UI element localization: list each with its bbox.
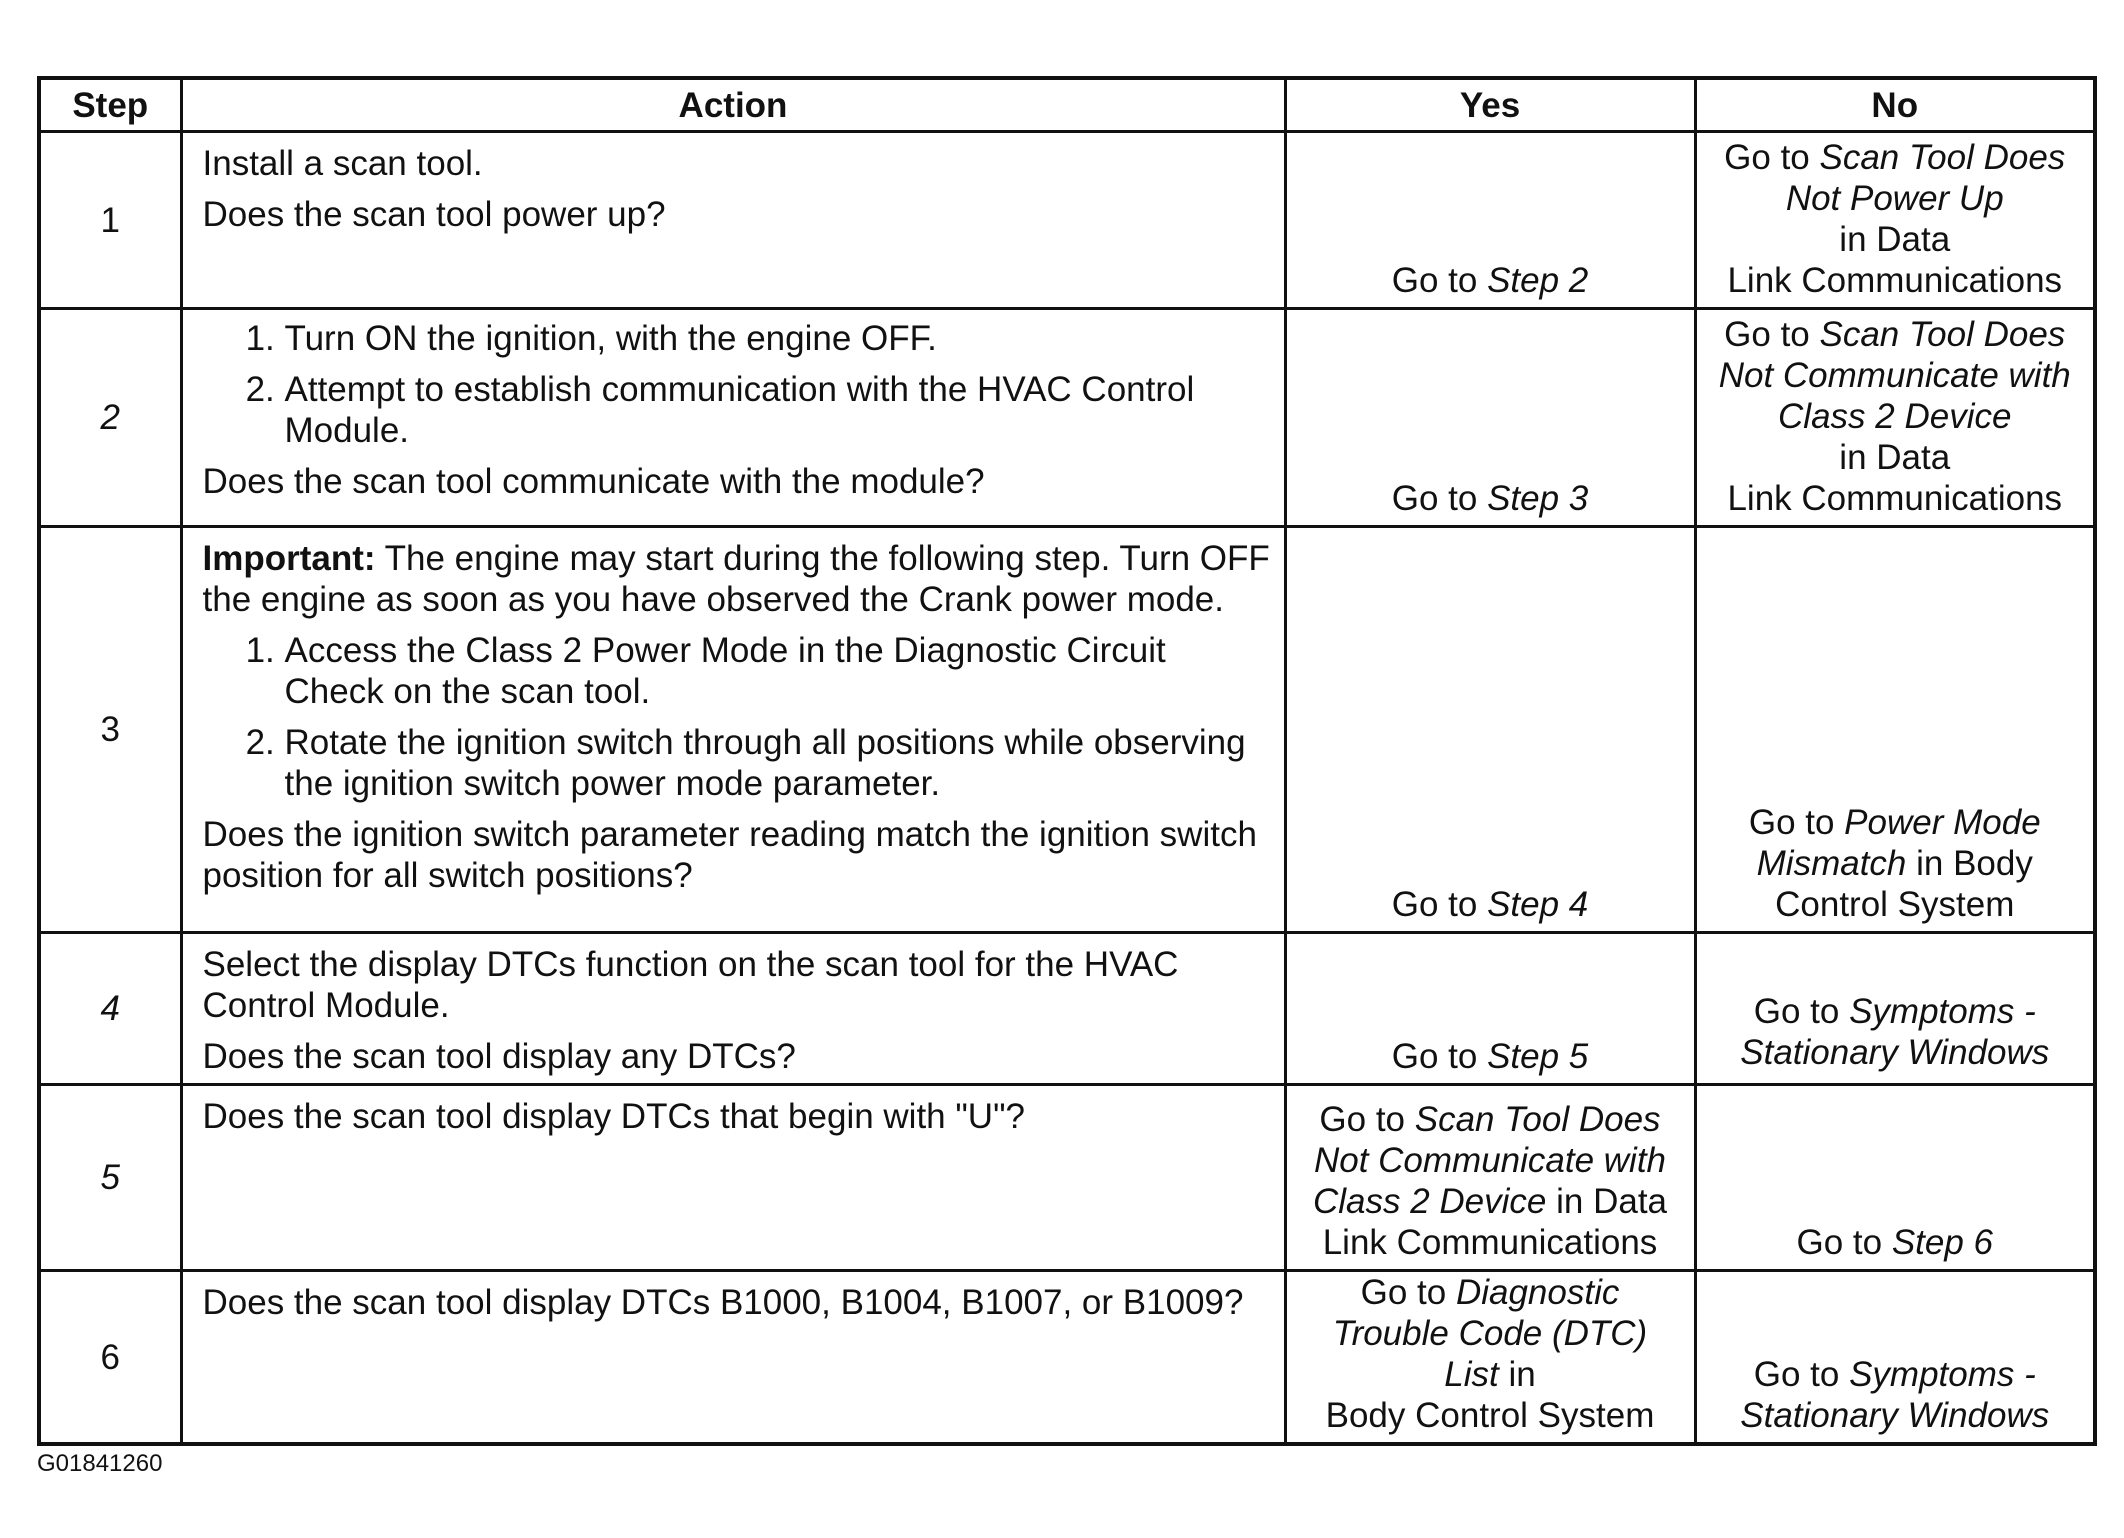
- reference-text: in Data: [1839, 438, 1951, 477]
- action-question: Does the scan tool display any DTCs?: [202, 1037, 796, 1076]
- reference-link[interactable]: Class 2 Device: [1778, 397, 2012, 436]
- no-cell: [1695, 527, 2095, 933]
- step-link[interactable]: Step 5: [1487, 1037, 1589, 1076]
- yes-cell: [1285, 933, 1695, 1085]
- reference-link[interactable]: Stationary Windows: [1740, 1033, 2050, 1072]
- action-cell: [181, 1271, 1285, 1445]
- step-link[interactable]: Step 2: [1487, 261, 1589, 300]
- reference-link[interactable]: List: [1444, 1355, 1499, 1394]
- action-cell: [181, 527, 1285, 933]
- reference-link[interactable]: Not Communicate with: [1313, 1141, 1667, 1180]
- step-number: 5: [39, 1085, 181, 1271]
- important-text: The engine may start during the following step. Turn OFF the engine as soon as you have observed the Crank power mode.: [202, 539, 1270, 619]
- reference-link[interactable]: Power Mode: [1844, 803, 2041, 842]
- yes-cell: [1285, 1085, 1695, 1271]
- reference-link[interactable]: Symptoms -: [1849, 1355, 2036, 1394]
- step-number: 6: [39, 1271, 181, 1445]
- yes-prefix: Go to: [1360, 1273, 1456, 1312]
- no-prefix: Go to: [1796, 1223, 1892, 1262]
- action-cell: [181, 1085, 1285, 1271]
- yes-prefix: Go to: [1391, 261, 1488, 300]
- no-prefix: Go to: [1724, 315, 1820, 354]
- action-list-item: 1. Turn ON the ignition, with the engine OFF.: [285, 318, 1272, 359]
- no-prefix: Go to: [1753, 1355, 1850, 1394]
- header-step: Step: [39, 78, 181, 132]
- reference-link[interactable]: Not Power Up: [1785, 179, 2004, 218]
- reference-link[interactable]: Stationary Windows: [1740, 1396, 2050, 1435]
- step-number: 3: [39, 527, 181, 933]
- step-link[interactable]: Step 6: [1891, 1223, 1994, 1262]
- reference-link[interactable]: Scan Tool Does: [1819, 138, 2066, 177]
- table-row: [39, 1085, 2095, 1271]
- important-note: [203, 538, 1272, 620]
- no-cell: [1695, 309, 2095, 527]
- action-cell: [181, 933, 1285, 1085]
- reference-link[interactable]: Symptoms -: [1849, 992, 2036, 1031]
- figure-id: G01841260: [37, 1450, 163, 1477]
- table-row: [39, 132, 2095, 309]
- action-list: [203, 318, 1272, 451]
- header-no: No: [1695, 78, 2095, 132]
- no-prefix: Go to: [1748, 803, 1845, 842]
- yes-prefix: Go to: [1391, 1037, 1488, 1076]
- reference-text: in Data: [1839, 220, 1951, 259]
- important-label: Important:: [202, 539, 376, 578]
- reference-link[interactable]: Scan Tool Does: [1414, 1100, 1661, 1139]
- action-question: Does the scan tool communicate with the module?: [202, 462, 985, 501]
- reference-text: Link Communications: [1727, 479, 2063, 518]
- reference-text: Body Control System: [1325, 1396, 1655, 1435]
- no-cell: [1695, 933, 2095, 1085]
- step-link[interactable]: Step 3: [1487, 479, 1589, 518]
- action-question: Does the scan tool power up?: [202, 195, 666, 234]
- action-question: Does the ignition switch parameter reading match the ignition switch position for all switch positions?: [202, 815, 1257, 895]
- reference-link[interactable]: Diagnostic: [1455, 1273, 1620, 1312]
- no-prefix: Go to: [1753, 992, 1850, 1031]
- reference-link[interactable]: Class 2 Device: [1312, 1182, 1547, 1221]
- reference-link[interactable]: Trouble Code (DTC): [1332, 1314, 1648, 1353]
- action-list: [203, 630, 1272, 804]
- reference-text: in Body: [1906, 844, 2033, 883]
- no-prefix: Go to: [1724, 138, 1820, 177]
- step-number: 2: [39, 309, 181, 527]
- yes-prefix: Go to: [1391, 479, 1488, 518]
- step-link[interactable]: Step 4: [1487, 885, 1589, 924]
- action-question: Does the scan tool display DTCs that begin with "U"?: [202, 1097, 1025, 1136]
- reference-text: Control System: [1775, 885, 2015, 924]
- table-row: [39, 1271, 2095, 1445]
- action-question: Does the scan tool display DTCs B1000, B1004, B1007, or B1009?: [202, 1283, 1244, 1322]
- yes-cell: [1285, 1271, 1695, 1445]
- reference-link[interactable]: Not Communicate with: [1718, 356, 2071, 395]
- yes-cell: [1285, 132, 1695, 309]
- yes-prefix: Go to: [1391, 885, 1488, 924]
- action-list-item: 1. Access the Class 2 Power Mode in the Diagnostic Circuit Check on the scan tool.: [285, 630, 1272, 712]
- no-cell: [1695, 132, 2095, 309]
- action-cell: [181, 132, 1285, 309]
- table-row: [39, 933, 2095, 1085]
- reference-text: in Data: [1546, 1182, 1668, 1221]
- reference-text: Link Communications: [1727, 261, 2063, 300]
- table-header-row: [39, 78, 2095, 132]
- action-list-item: 2. Attempt to establish communication with the HVAC Control Module.: [285, 369, 1272, 451]
- reference-link[interactable]: Scan Tool Does: [1819, 315, 2066, 354]
- action-cell: [181, 309, 1285, 527]
- header-yes: Yes: [1285, 78, 1695, 132]
- yes-cell: [1285, 527, 1695, 933]
- header-action: Action: [181, 78, 1285, 132]
- diagnostic-table: [37, 76, 2097, 1446]
- action-text: Install a scan tool.: [202, 144, 483, 183]
- step-number: 4: [39, 933, 181, 1085]
- no-cell: [1695, 1085, 2095, 1271]
- reference-link[interactable]: Mismatch: [1756, 844, 1907, 883]
- no-cell: [1695, 1271, 2095, 1445]
- action-text: Select the display DTCs function on the scan tool for the HVAC Control Module.: [202, 945, 1179, 1025]
- step-number: 1: [39, 132, 181, 309]
- table-row: [39, 309, 2095, 527]
- reference-text: in: [1498, 1355, 1536, 1394]
- yes-prefix: Go to: [1319, 1100, 1415, 1139]
- yes-cell: [1285, 309, 1695, 527]
- table-row: [39, 527, 2095, 933]
- action-list-item: 2. Rotate the ignition switch through all positions while observing the ignition switch power mode parameter.: [285, 722, 1272, 804]
- reference-text: Link Communications: [1322, 1223, 1658, 1262]
